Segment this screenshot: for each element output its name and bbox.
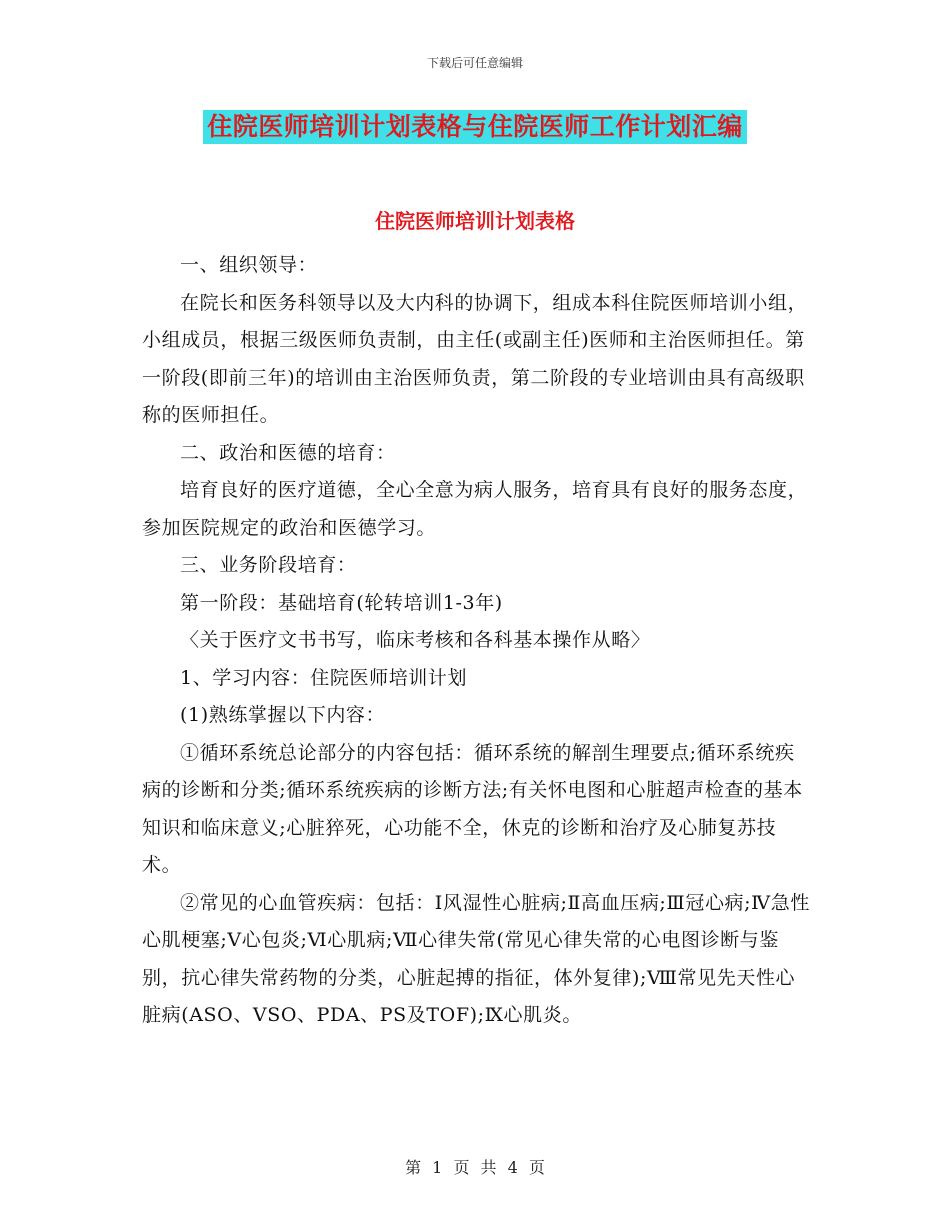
paragraph-organization: 在院长和医务科领导以及大内科的协调下，组成本科住院医师培训小组，小组成员，根据三级医师负责制，由主任(或副主任)医师和主治医师担任。第一阶段(即前三年)的培训由主治医师负责，第二阶段的专业培训由具有高级职称的医师担任。 — [142, 291, 808, 426]
paragraph-master-items: (1)熟练掌握以下内容： — [180, 704, 386, 726]
main-title-text: 住院医师培训计划表格与住院医师工作计划汇编 — [203, 110, 747, 144]
heading-ethics: 二、政治和医德的培育： — [180, 441, 396, 464]
paragraph-learning-content: 1、学习内容：住院医师培训计划 — [180, 666, 468, 689]
heading-stages: 三、业务阶段培育： — [180, 554, 357, 576]
header-note: 下载后可任意编辑 — [426, 56, 523, 70]
paragraph-cardiovascular-diseases: ②常见的心血管疾病：包括：Ⅰ风湿性心脏病;Ⅱ高血压病;Ⅲ冠心病;Ⅳ急性心肌梗塞;Ⅴ心包炎;Ⅵ心肌病;Ⅶ心律失常(常见心律失常的心电图诊断与鉴别，抗心律失常药物的分类，心脏起搏的指征，体外复律);Ⅷ常见先天性心脏病(ASO、VSO、PDA、PS及TOF);Ⅸ心肌炎。 — [142, 891, 810, 1026]
paragraph-omitted-note: 〈关于医疗文书书写，临床考核和各科基本操作从略〉 — [180, 629, 651, 651]
paragraph-stage-one: 第一阶段：基础培育(轮转培训1-3年) — [180, 591, 503, 614]
paragraph-circulatory-system: ①循环系统总论部分的内容包括：循环系统的解剖生理要点;循环系统疾病的诊断和分类;循环系统疾病的诊断方法;有关怀电图和心脏超声检查的基本知识和临床意义;心脏猝死，心功能不全，休克的诊断和治疗及心肺复苏技术。 — [142, 741, 803, 876]
section-title: 住院医师培训计划表格 — [375, 209, 575, 233]
paragraph-ethics: 培育良好的医疗道德，全心全意为病人服务，培育具有良好的服务态度，参加医院规定的政治和医德学习。 — [142, 479, 808, 539]
page-footer: 第 1 页 共 4 页 — [405, 1158, 545, 1177]
document-body — [142, 247, 812, 1035]
heading-organization: 一、组织领导： — [180, 254, 318, 276]
main-title — [0, 110, 950, 144]
